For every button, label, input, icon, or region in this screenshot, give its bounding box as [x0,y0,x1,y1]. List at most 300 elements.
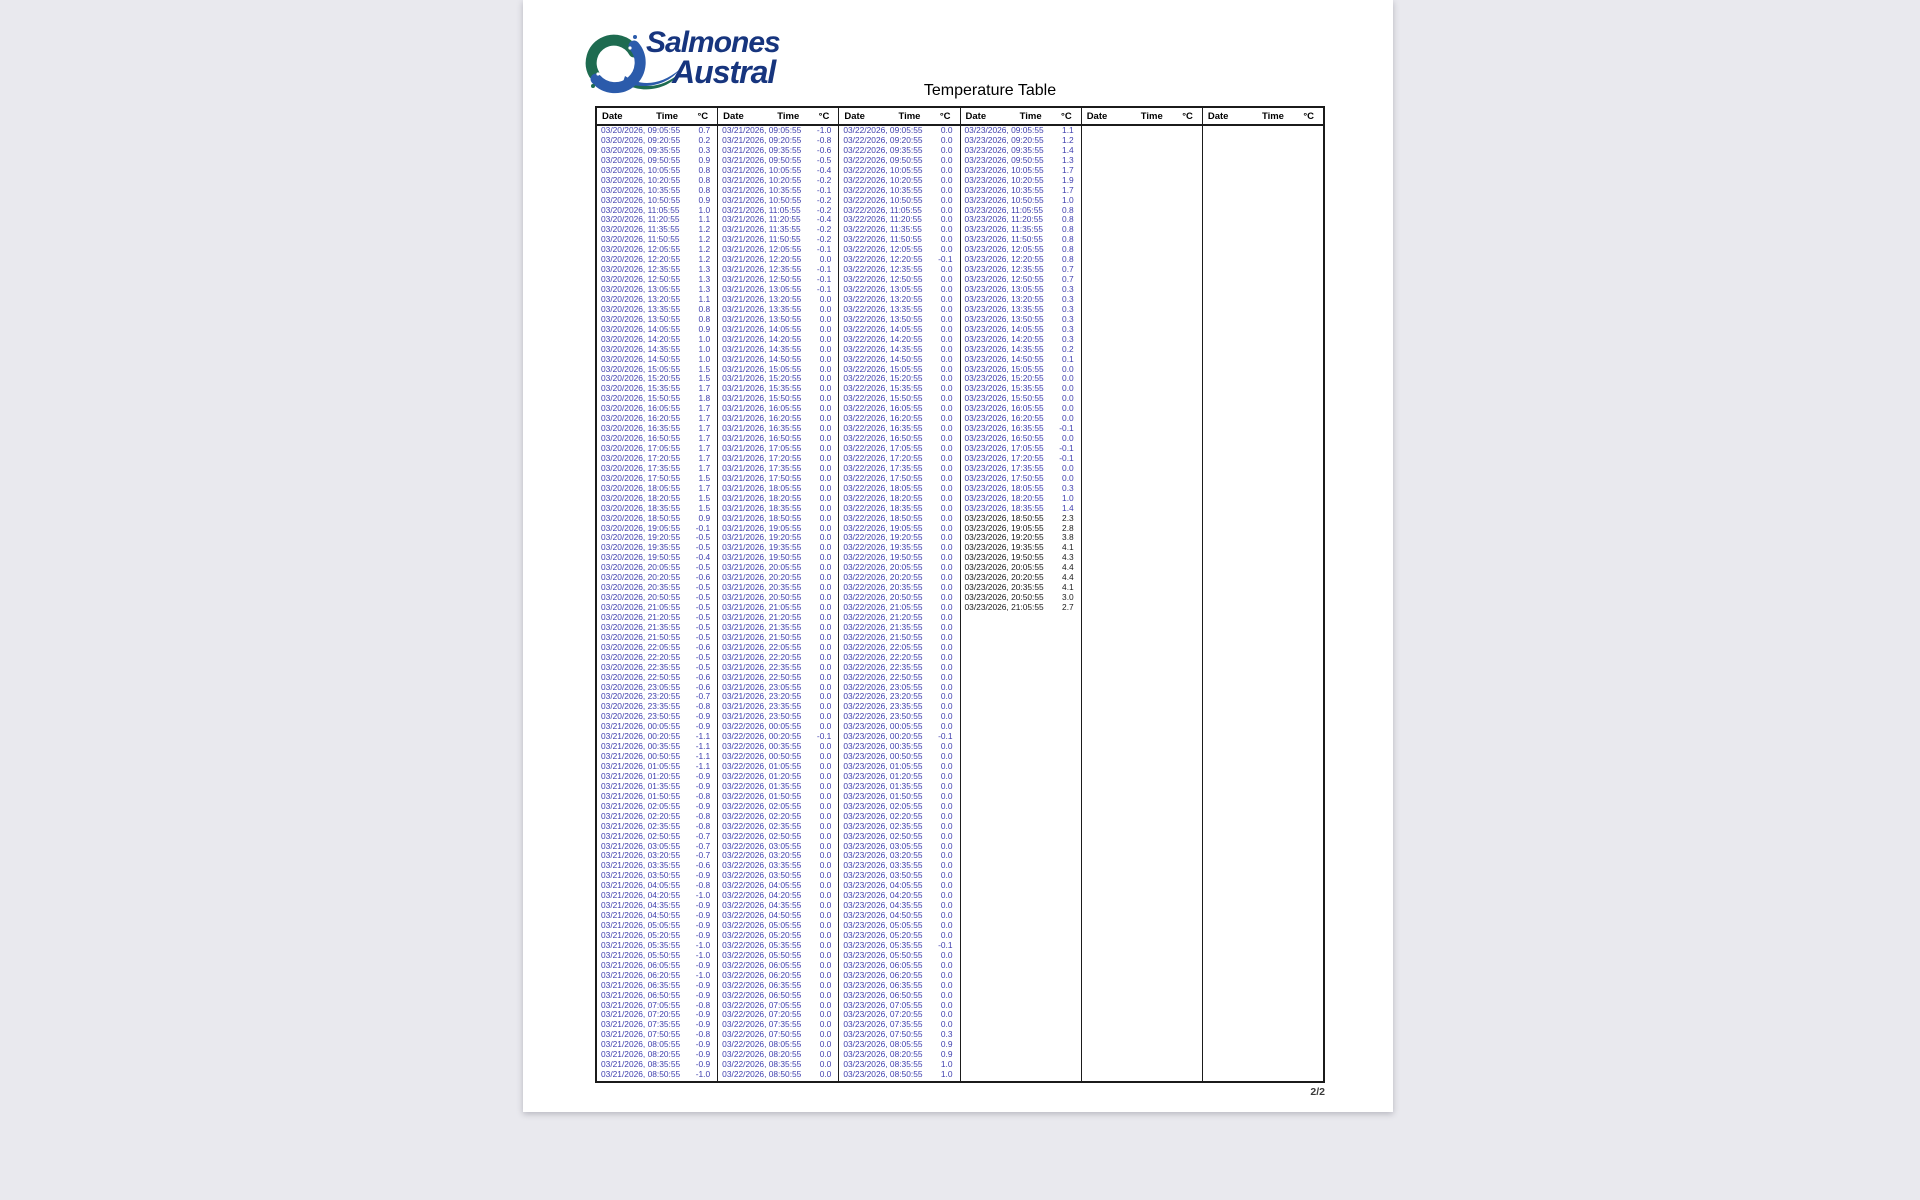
table-row [718,1070,838,1080]
row-temperature: 0.0 [940,929,953,940]
row-temperature: 0.9 [698,323,711,334]
row-temperature: 0.0 [819,1019,832,1030]
row-datetime: 03/20/2026, 23:20:55 [601,691,681,702]
row-datetime: 03/22/2026, 00:05:55 [722,721,802,732]
row-datetime: 03/21/2026, 17:05:55 [722,443,802,453]
row-temperature: 0.0 [940,383,953,394]
row-datetime: 03/23/2026, 18:50:55 [964,512,1044,523]
row-datetime: 03/23/2026, 20:35:55 [964,582,1044,593]
row-datetime: 03/23/2026, 06:20:55 [843,969,923,980]
row-datetime: 03/23/2026, 13:50:55 [964,313,1044,324]
row-datetime: 03/20/2026, 15:50:55 [601,393,681,404]
row-temperature: 0.9 [698,194,711,205]
row-datetime: 03/23/2026, 17:05:55 [964,443,1044,453]
row-datetime: 03/23/2026, 19:35:55 [964,542,1044,553]
row-temperature: 0.0 [940,820,953,831]
row-temperature: 0.0 [819,790,832,801]
row-datetime: 03/21/2026, 09:05:55 [722,126,802,135]
table-row [718,514,838,524]
row-datetime: 03/23/2026, 17:50:55 [964,472,1044,483]
row-datetime: 03/22/2026, 16:05:55 [843,403,923,414]
table-row [839,514,959,524]
row-datetime: 03/22/2026, 12:50:55 [843,274,923,285]
row-datetime: 03/20/2026, 21:05:55 [601,602,681,612]
row-datetime: 03/21/2026, 11:50:55 [722,234,801,245]
row-temperature: 0.0 [940,631,953,642]
row-datetime: 03/22/2026, 00:20:55 [722,731,802,742]
row-datetime: 03/22/2026, 08:35:55 [722,1059,802,1070]
row-temperature: 1.1 [698,293,711,304]
row-datetime: 03/20/2026, 22:20:55 [601,651,681,662]
row-datetime: 03/22/2026, 06:35:55 [722,979,802,990]
row-datetime: 03/21/2026, 15:20:55 [722,373,802,384]
row-datetime: 03/21/2026, 04:05:55 [601,880,681,891]
row-temperature: 0.0 [819,492,832,503]
row-temperature: 0.0 [940,413,953,424]
row-temperature: 1.0 [1062,194,1074,205]
row-temperature: 0.0 [819,860,832,871]
row-temperature: 0.0 [940,651,953,662]
row-datetime: 03/21/2026, 08:35:55 [601,1059,681,1070]
row-datetime: 03/22/2026, 14:20:55 [843,333,923,344]
row-datetime: 03/22/2026, 00:35:55 [722,741,802,752]
row-temperature: 0.0 [940,274,953,285]
row-datetime: 03/23/2026, 04:50:55 [843,910,923,921]
table-row [597,991,717,1001]
row-temperature: 0.0 [940,621,953,632]
row-datetime: 03/22/2026, 08:05:55 [722,1039,802,1050]
row-datetime: 03/20/2026, 15:05:55 [601,363,681,374]
row-datetime: 03/22/2026, 04:20:55 [722,890,802,901]
row-temperature: 0.0 [819,323,832,334]
row-temperature: 0.0 [819,910,832,921]
row-datetime: 03/20/2026, 18:50:55 [601,512,681,523]
row-datetime: 03/20/2026, 15:35:55 [601,383,681,394]
row-datetime: 03/20/2026, 23:35:55 [601,701,681,712]
row-temperature: 0.0 [940,880,953,891]
row-datetime: 03/20/2026, 23:05:55 [601,681,681,692]
row-temperature: 0.0 [940,721,953,732]
row-temperature: 4.4 [1062,572,1074,583]
row-datetime: 03/22/2026, 18:05:55 [843,482,923,493]
row-temperature: 0.0 [1062,462,1074,473]
row-datetime: 03/20/2026, 10:35:55 [601,184,681,195]
row-datetime: 03/22/2026, 09:05:55 [843,126,923,135]
row-temperature: 0.0 [940,293,953,304]
table-row [961,196,1081,206]
row-temperature: -0.4 [816,164,832,175]
row-datetime: 03/21/2026, 15:35:55 [722,383,802,394]
row-temperature: 0.0 [819,969,832,980]
row-datetime: 03/22/2026, 13:20:55 [843,293,923,304]
row-datetime: 03/23/2026, 02:20:55 [843,810,923,821]
row-datetime: 03/22/2026, 22:35:55 [843,661,923,672]
row-datetime: 03/21/2026, 21:35:55 [722,621,802,632]
row-temperature: -1.0 [695,890,711,901]
row-datetime: 03/22/2026, 16:35:55 [843,423,923,434]
row-datetime: 03/23/2026, 05:35:55 [843,939,923,950]
row-temperature: 1.3 [1062,154,1074,165]
row-temperature: 1.9 [1062,174,1074,185]
row-datetime: 03/23/2026, 10:20:55 [964,174,1044,185]
row-temperature: 0.0 [940,761,953,771]
row-datetime: 03/22/2026, 07:35:55 [722,1019,802,1030]
row-datetime: 03/23/2026, 10:05:55 [964,164,1044,175]
row-datetime: 03/23/2026, 04:05:55 [843,880,923,891]
row-temperature: 0.0 [819,512,832,523]
row-datetime: 03/23/2026, 10:50:55 [964,194,1044,205]
row-datetime: 03/22/2026, 01:50:55 [722,790,802,801]
row-datetime: 03/23/2026, 03:35:55 [843,860,923,871]
row-temperature: -0.9 [695,1009,711,1020]
row-temperature: 0.0 [940,572,953,583]
row-temperature: -0.1 [816,264,832,275]
column-rows [1082,126,1202,1081]
row-datetime: 03/22/2026, 06:50:55 [722,989,802,1000]
row-temperature: -0.1 [695,522,711,533]
row-temperature: -0.8 [695,880,711,891]
row-temperature: -0.1 [816,274,832,285]
row-datetime: 03/22/2026, 14:05:55 [843,323,923,334]
row-temperature: 1.1 [698,214,711,225]
row-datetime: 03/21/2026, 19:05:55 [722,522,802,533]
row-datetime: 03/22/2026, 18:20:55 [843,492,923,503]
row-datetime: 03/20/2026, 16:35:55 [601,423,681,434]
row-temperature: 0.0 [819,840,832,851]
row-temperature: -1.1 [695,751,711,762]
row-temperature: -0.9 [695,1019,711,1030]
row-temperature: 0.0 [940,373,953,384]
row-temperature: 0.3 [1062,482,1074,493]
row-datetime: 03/21/2026, 05:20:55 [601,929,681,940]
row-datetime: 03/21/2026, 05:50:55 [601,949,681,960]
row-temperature: 0.0 [1062,472,1074,483]
row-temperature: 0.0 [819,880,832,891]
time-header: Time [898,110,921,122]
table-row [839,673,959,683]
row-temperature: -0.5 [695,542,711,553]
row-datetime: 03/21/2026, 15:50:55 [722,393,802,404]
row-datetime: 03/21/2026, 01:20:55 [601,770,681,781]
row-datetime: 03/21/2026, 07:35:55 [601,1019,681,1030]
row-datetime: 03/22/2026, 17:50:55 [843,472,923,483]
row-datetime: 03/21/2026, 09:20:55 [722,134,802,145]
row-datetime: 03/22/2026, 07:20:55 [722,1009,802,1020]
row-temperature: 0.0 [819,532,832,543]
row-datetime: 03/21/2026, 12:50:55 [722,274,802,285]
row-temperature: 0.0 [940,443,953,453]
row-datetime: 03/21/2026, 01:35:55 [601,780,681,791]
row-datetime: 03/21/2026, 03:20:55 [601,850,681,861]
row-datetime: 03/22/2026, 14:35:55 [843,343,923,354]
row-datetime: 03/23/2026, 02:05:55 [843,800,923,811]
table-row [597,832,717,842]
row-temperature: 0.0 [940,393,953,404]
row-datetime: 03/20/2026, 19:35:55 [601,542,681,553]
row-temperature: 0.0 [819,293,832,304]
row-temperature: -0.5 [695,651,711,662]
row-datetime: 03/21/2026, 14:20:55 [722,333,802,344]
row-temperature: 0.2 [698,134,711,145]
row-datetime: 03/20/2026, 10:05:55 [601,164,681,175]
row-temperature: 0.0 [940,433,953,444]
table-row [597,196,717,206]
row-datetime: 03/20/2026, 12:50:55 [601,274,681,285]
row-datetime: 03/22/2026, 04:50:55 [722,910,802,921]
row-datetime: 03/23/2026, 19:20:55 [964,532,1044,543]
row-temperature: 0.0 [940,661,953,672]
row-datetime: 03/20/2026, 13:05:55 [601,284,681,294]
row-datetime: 03/21/2026, 22:05:55 [722,641,802,652]
row-temperature: 0.0 [940,900,953,911]
row-temperature: 0.0 [819,850,832,861]
row-datetime: 03/22/2026, 10:35:55 [843,184,923,195]
row-temperature: -0.9 [695,929,711,940]
row-temperature: 0.0 [819,452,832,463]
row-temperature: -0.9 [695,900,711,911]
row-temperature: 2.3 [1062,512,1074,523]
row-temperature: 1.0 [940,1059,953,1070]
row-temperature: 0.3 [698,144,711,155]
row-datetime: 03/22/2026, 05:05:55 [722,920,802,930]
row-datetime: 03/22/2026, 21:05:55 [843,602,923,612]
row-temperature: 0.0 [940,770,953,781]
row-temperature: 0.0 [819,303,832,314]
row-temperature: 1.7 [698,403,711,414]
row-datetime: 03/21/2026, 23:20:55 [722,691,802,702]
row-datetime: 03/22/2026, 04:35:55 [722,900,802,911]
row-temperature: 0.0 [819,393,832,404]
row-temperature: 0.3 [1062,333,1074,344]
table-row [718,196,838,206]
row-datetime: 03/20/2026, 17:35:55 [601,462,681,473]
row-datetime: 03/21/2026, 01:05:55 [601,761,681,771]
row-datetime: 03/23/2026, 08:35:55 [843,1059,923,1070]
document-page [523,0,1393,1112]
row-temperature: 0.0 [1062,403,1074,414]
row-datetime: 03/23/2026, 13:35:55 [964,303,1044,314]
row-datetime: 03/22/2026, 07:50:55 [722,1029,802,1040]
row-temperature: 0.0 [819,383,832,394]
row-temperature: 0.0 [940,492,953,503]
row-datetime: 03/21/2026, 23:05:55 [722,681,802,692]
row-datetime: 03/22/2026, 23:05:55 [843,681,923,692]
row-datetime: 03/22/2026, 16:50:55 [843,433,923,444]
row-datetime: 03/23/2026, 07:50:55 [843,1029,923,1040]
row-datetime: 03/20/2026, 18:35:55 [601,502,681,513]
table-row [718,832,838,842]
row-temperature: 0.0 [940,522,953,533]
row-datetime: 03/23/2026, 06:50:55 [843,989,923,1000]
row-datetime: 03/21/2026, 02:05:55 [601,800,681,811]
row-temperature: -0.9 [695,780,711,791]
row-datetime: 03/22/2026, 01:35:55 [722,780,802,791]
row-datetime: 03/23/2026, 18:35:55 [964,502,1044,513]
row-datetime: 03/23/2026, 13:05:55 [964,284,1044,294]
row-temperature: 0.0 [940,920,953,930]
row-datetime: 03/23/2026, 20:05:55 [964,562,1044,573]
row-datetime: 03/21/2026, 14:50:55 [722,353,802,364]
time-header: Time [1261,110,1284,122]
row-datetime: 03/22/2026, 10:05:55 [843,164,923,175]
row-datetime: 03/23/2026, 17:35:55 [964,462,1044,473]
page-number: 2/2 [1310,1086,1325,1098]
row-temperature: -0.2 [816,194,832,205]
row-datetime: 03/23/2026, 18:20:55 [964,492,1044,503]
row-datetime: 03/21/2026, 12:05:55 [722,244,802,255]
column-header [1082,108,1202,126]
row-temperature: -0.5 [695,582,711,593]
row-datetime: 03/23/2026, 07:20:55 [843,1009,923,1020]
row-datetime: 03/22/2026, 07:05:55 [722,999,802,1010]
row-temperature: 0.0 [819,780,832,791]
column-header [961,108,1081,126]
row-datetime: 03/21/2026, 05:35:55 [601,939,681,950]
row-temperature: 1.2 [698,224,711,235]
row-datetime: 03/21/2026, 07:20:55 [601,1009,681,1020]
row-datetime: 03/21/2026, 11:20:55 [722,214,801,225]
row-datetime: 03/23/2026, 12:20:55 [964,254,1044,265]
row-temperature: 0.0 [940,174,953,185]
row-temperature: 4.1 [1062,542,1074,553]
row-datetime: 03/21/2026, 10:50:55 [722,194,802,205]
row-temperature: -0.2 [816,174,832,185]
row-temperature: 0.0 [819,751,832,762]
row-datetime: 03/22/2026, 08:50:55 [722,1069,802,1080]
table-row [961,355,1081,365]
row-datetime: 03/23/2026, 13:20:55 [964,293,1044,304]
row-temperature: -0.1 [816,731,832,742]
row-datetime: 03/20/2026, 13:35:55 [601,303,681,314]
row-datetime: 03/20/2026, 15:20:55 [601,373,681,384]
row-datetime: 03/21/2026, 23:35:55 [722,701,802,712]
row-temperature: 1.0 [940,1069,953,1080]
row-temperature: 0.0 [940,681,953,692]
row-datetime: 03/23/2026, 16:20:55 [964,413,1044,424]
table-row [839,991,959,1001]
row-temperature: 0.0 [819,433,832,444]
row-temperature: 0.1 [1062,353,1074,364]
row-datetime: 03/23/2026, 09:35:55 [964,144,1044,155]
row-temperature: 0.0 [819,343,832,354]
row-datetime: 03/22/2026, 15:35:55 [843,383,923,394]
row-datetime: 03/21/2026, 22:50:55 [722,671,802,682]
row-temperature: 0.0 [819,979,832,990]
row-datetime: 03/21/2026, 13:35:55 [722,303,802,314]
row-temperature: -0.8 [695,790,711,801]
row-temperature: 0.8 [698,174,711,185]
row-temperature: 0.8 [1062,254,1074,265]
row-datetime: 03/21/2026, 14:05:55 [722,323,802,334]
date-header: Date [602,110,623,122]
row-datetime: 03/22/2026, 00:50:55 [722,751,802,762]
row-temperature: 0.0 [819,681,832,692]
row-temperature: -0.5 [695,631,711,642]
row-datetime: 03/23/2026, 00:35:55 [843,741,923,752]
row-temperature: 3.0 [1062,592,1074,603]
row-temperature: 0.0 [940,552,953,563]
row-datetime: 03/21/2026, 00:05:55 [601,721,681,732]
row-temperature: 0.0 [940,194,953,205]
row-temperature: 0.0 [940,999,953,1010]
row-temperature: 0.0 [819,810,832,821]
row-datetime: 03/23/2026, 08:05:55 [843,1039,923,1050]
row-temperature: -0.1 [938,254,953,265]
row-temperature: 0.3 [1062,303,1074,314]
row-datetime: 03/22/2026, 20:35:55 [843,582,923,593]
row-datetime: 03/21/2026, 13:20:55 [722,293,802,304]
row-datetime: 03/22/2026, 06:20:55 [722,969,802,980]
row-datetime: 03/20/2026, 23:50:55 [601,711,681,722]
row-temperature: 0.0 [819,562,832,573]
row-datetime: 03/23/2026, 15:50:55 [964,393,1044,404]
table-row [839,1070,959,1080]
row-datetime: 03/23/2026, 19:05:55 [964,522,1044,533]
row-datetime: 03/22/2026, 13:50:55 [843,313,923,324]
row-temperature: -0.1 [938,731,953,742]
row-datetime: 03/20/2026, 12:35:55 [601,264,681,275]
row-temperature: 1.5 [698,492,711,503]
row-datetime: 03/20/2026, 09:50:55 [601,154,681,165]
row-datetime: 03/20/2026, 09:35:55 [601,144,681,155]
row-temperature: 0.0 [940,969,953,980]
row-datetime: 03/22/2026, 06:05:55 [722,959,802,970]
row-temperature: 0.0 [940,691,953,702]
row-temperature: 0.0 [819,959,832,970]
row-datetime: 03/22/2026, 02:05:55 [722,800,802,811]
row-temperature: 0.0 [819,929,832,940]
row-temperature: 1.7 [698,452,711,463]
row-temperature: 0.8 [698,313,711,324]
row-datetime: 03/22/2026, 01:05:55 [722,761,802,771]
row-temperature: 0.0 [819,423,832,434]
row-datetime: 03/22/2026, 03:20:55 [722,850,802,861]
row-temperature: 0.8 [1062,204,1074,215]
row-datetime: 03/22/2026, 21:20:55 [843,611,923,622]
row-datetime: 03/22/2026, 23:35:55 [843,701,923,712]
row-datetime: 03/20/2026, 20:50:55 [601,592,681,603]
row-temperature: -0.7 [695,850,711,861]
row-temperature: -0.5 [695,611,711,622]
row-temperature: 0.0 [819,949,832,960]
row-datetime: 03/23/2026, 05:20:55 [843,929,923,940]
row-datetime: 03/20/2026, 12:20:55 [601,254,681,265]
row-datetime: 03/23/2026, 06:35:55 [843,979,923,990]
row-datetime: 03/20/2026, 10:50:55 [601,194,681,205]
table-row [597,355,717,365]
row-datetime: 03/22/2026, 22:20:55 [843,651,923,662]
row-temperature: 0.8 [1062,234,1074,245]
row-temperature: 0.0 [940,830,953,841]
row-datetime: 03/23/2026, 04:20:55 [843,890,923,901]
row-datetime: 03/23/2026, 12:50:55 [964,274,1044,285]
row-datetime: 03/21/2026, 16:35:55 [722,423,802,434]
row-temperature: 1.2 [1062,134,1074,145]
row-datetime: 03/23/2026, 02:50:55 [843,830,923,841]
row-datetime: 03/23/2026, 20:20:55 [964,572,1044,583]
row-datetime: 03/21/2026, 19:20:55 [722,532,802,543]
row-datetime: 03/20/2026, 09:05:55 [601,126,681,135]
row-temperature: -0.5 [695,661,711,672]
row-datetime: 03/23/2026, 11:20:55 [964,214,1044,225]
row-datetime: 03/21/2026, 05:05:55 [601,920,681,930]
row-temperature: -0.2 [816,204,832,215]
row-datetime: 03/21/2026, 17:35:55 [722,462,802,473]
row-temperature: 1.0 [698,343,711,354]
row-temperature: 0.0 [940,582,953,593]
row-datetime: 03/21/2026, 07:50:55 [601,1029,681,1040]
row-datetime: 03/21/2026, 23:50:55 [722,711,802,722]
